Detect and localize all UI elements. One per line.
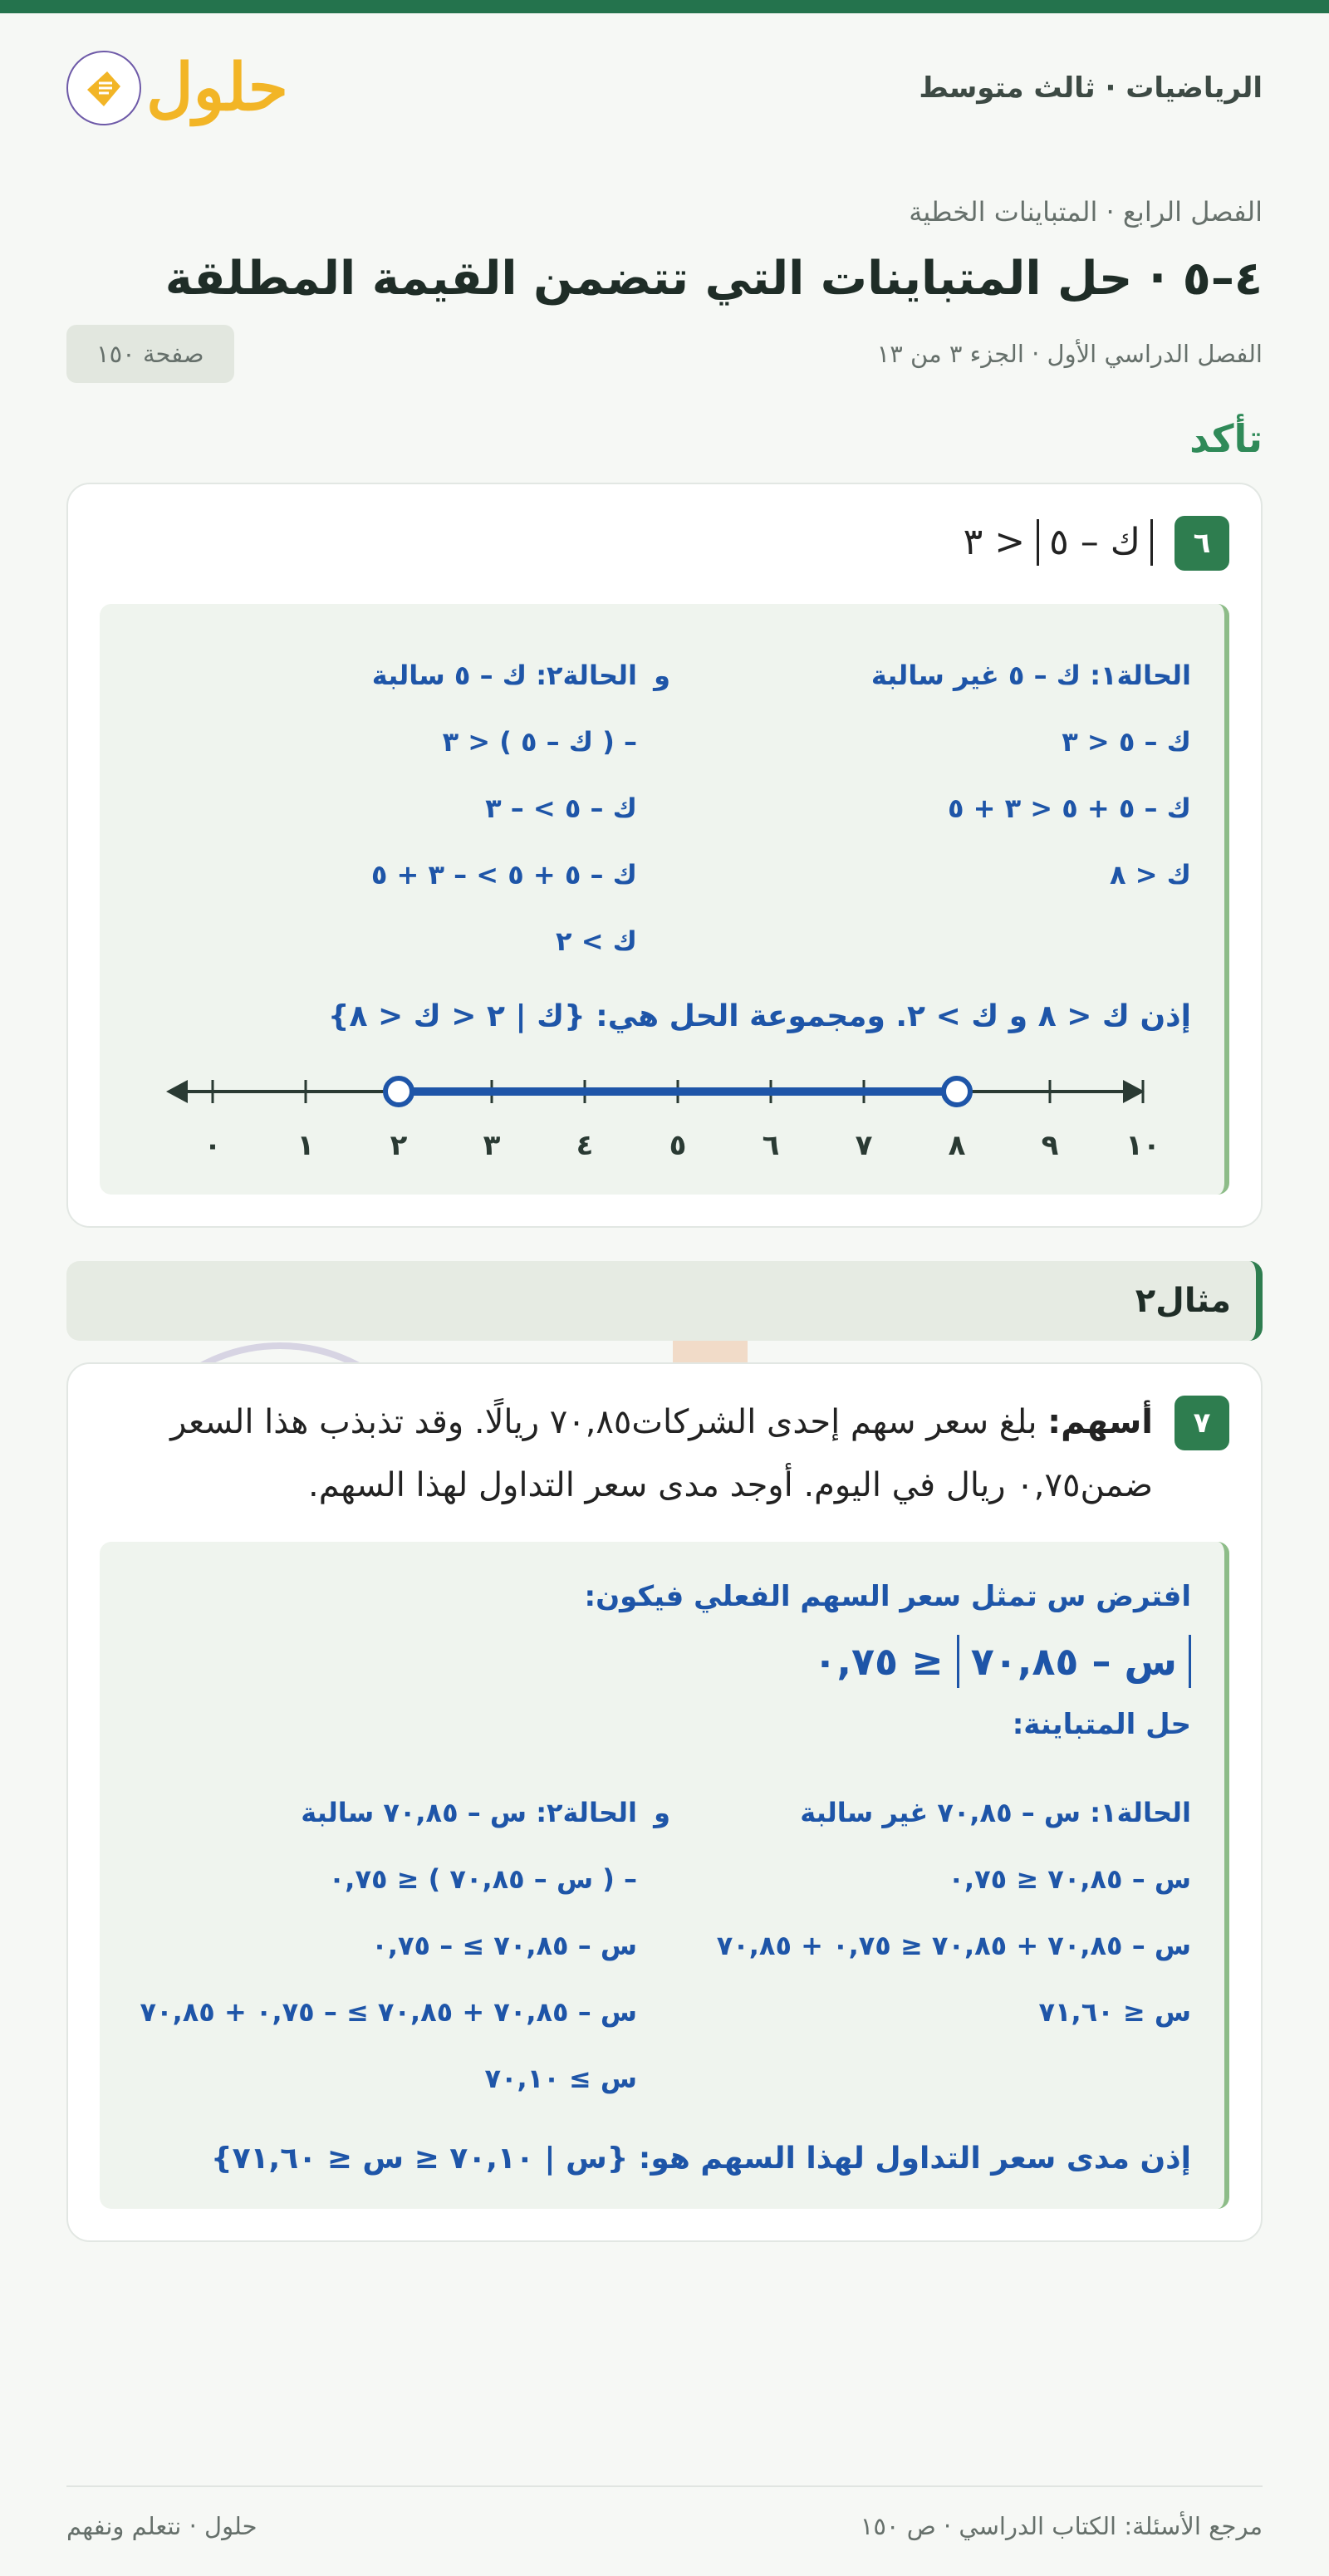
footer — [66, 2485, 1263, 2540]
footer-brand: حلول · نتعلم ونفهم — [66, 2512, 257, 2540]
case1-step: ك – ٥ + ٥ < ٣ + ٥ — [947, 792, 1191, 825]
open-endpoint — [944, 1078, 970, 1105]
case2-step: ك – ٥ > – ٣ — [485, 792, 637, 825]
tick-label: ٢ — [390, 1129, 408, 1162]
tick-label: ٦ — [762, 1129, 780, 1162]
top-accent-bar — [0, 0, 1329, 13]
number-line — [120, 1062, 1191, 1161]
tick-label: ١٠ — [1125, 1129, 1160, 1162]
chapter-label: الفصل الرابع · المتباينات الخطية — [909, 196, 1263, 228]
assume-line: افترض س تمثل سعر السهم الفعلي فيكون: — [584, 1580, 1191, 1614]
solution-conclusion: إذن ك < ٨ و ك > ٢. ومجموعة الحل هي: {ك | ٢ < ك < ٨} — [327, 999, 1191, 1034]
expression-rest: < ٣ — [963, 521, 1026, 564]
logo-emblem-icon — [66, 51, 141, 125]
term-label: الفصل الدراسي الأول · الجزء ٣ من ١٣ — [876, 340, 1263, 369]
question-expression — [964, 511, 1153, 574]
tick-label: ٥ — [669, 1129, 687, 1162]
case1-step: ك < ٨ — [1110, 859, 1191, 891]
cases-grid — [133, 1779, 1191, 2112]
solution-conclusion: إذن مدى سعر التداول لهذا السهم هو: {س | ٧٠,١٠ ≤ س ≤ ٧١,٦٠} — [210, 2142, 1191, 2176]
solve-label: حل المتباينة: — [1012, 1708, 1191, 1742]
absolute-value-expression: ك – ٥ — [1037, 519, 1153, 566]
header — [66, 13, 1263, 163]
case1-step: س – ٧٠,٨٥ + ٧٠,٨٥ ≤ ٠,٧٥ + ٧٠,٨٥ — [716, 1930, 1191, 1962]
solution-box — [100, 1542, 1229, 2209]
case2-title: الحالة٢: س – ٧٠,٨٥ سالبة — [301, 1797, 637, 1829]
case1-step: س – ٧٠,٨٥ ≤ ٠,٧٥ — [948, 1863, 1191, 1896]
tick-label: ٨ — [948, 1129, 966, 1162]
tick-label: ٩ — [1041, 1129, 1059, 1162]
case1-step: س ≤ ٧١,٦٠ — [1038, 1996, 1191, 2029]
cases-grid — [133, 642, 1191, 974]
tick-label: ٠ — [204, 1129, 222, 1162]
question-card-6 — [66, 483, 1263, 1228]
question-number: ٦ — [1175, 516, 1229, 571]
question-number: ٧ — [1175, 1396, 1229, 1450]
question-text — [100, 1391, 1153, 1517]
case2-step: ك – ٥ + ٥ > – ٣ + ٥ — [370, 859, 637, 891]
case1-step: ك – ٥ < ٣ — [1062, 726, 1191, 758]
subject-label: الرياضيات · ثالث متوسط — [919, 71, 1263, 105]
question-card-7 — [66, 1362, 1263, 2242]
case2-step: س – ٧٠,٨٥ + ٧٠,٨٥ ≥ – ٠,٧٥ + ٧٠,٨٥ — [140, 1996, 637, 2029]
question-lead: أسهم: — [1047, 1403, 1153, 1442]
inequality-rest: ≤ ٠,٧٥ — [813, 1639, 944, 1685]
section-title: تأكد — [1189, 416, 1263, 462]
right-arrow-icon — [1123, 1080, 1145, 1103]
brand-logo[interactable] — [66, 51, 288, 125]
question-body: بلغ سعر سهم إحدى الشركات٧٠,٨٥ ريالًا. وقد تذبذب هذا السعر ضمن٠,٧٥ ريال في اليوم. أوجد مدى سعر التداول لهذا السهم. — [170, 1403, 1153, 1505]
case2-title: الحالة٢: ك – ٥ سالبة — [371, 660, 637, 692]
absolute-value-expression: س – ٧٠,٨٥ — [957, 1635, 1191, 1688]
question-header — [100, 516, 1229, 574]
inequality — [133, 1635, 1191, 1688]
tick-label: ٤ — [576, 1129, 594, 1162]
case1-title: الحالة١: س – ٧٠,٨٥ غير سالبة — [800, 1797, 1191, 1829]
tick-label: ٣ — [483, 1129, 501, 1162]
example-bar — [66, 1261, 1263, 1341]
page — [66, 13, 1263, 2242]
and-label: و — [654, 1797, 670, 1829]
and-label: و — [654, 660, 670, 692]
case2-step: س ≥ ٧٠,١٠ — [484, 2063, 637, 2095]
solution-box — [100, 604, 1229, 1195]
page-title: ٤–٥ · حل المتباينات التي تتضمن القيمة المطلقة — [164, 252, 1263, 306]
case2-step: – ( س – ٧٠,٨٥ ) ≤ ٠,٧٥ — [328, 1863, 637, 1896]
case2-step: س – ٧٠,٨٥ ≥ – ٠,٧٥ — [371, 1930, 637, 1962]
left-arrow-icon — [166, 1080, 188, 1103]
logo-text: حلول — [146, 50, 289, 125]
case2-step: ك > ٢ — [556, 925, 637, 958]
tick-label: ١ — [297, 1129, 315, 1162]
open-endpoint — [385, 1078, 412, 1105]
meta-row — [66, 325, 1263, 383]
page-badge: صفحة ١٥٠ — [66, 325, 234, 383]
example-label: مثال٢ — [1135, 1282, 1231, 1321]
case2-step: – ( ك – ٥ ) < ٣ — [442, 726, 637, 758]
tick-label: ٧ — [855, 1129, 873, 1162]
question-header — [100, 1396, 1229, 1517]
footer-reference: مرجع الأسئلة: الكتاب الدراسي · ص ١٥٠ — [860, 2512, 1263, 2540]
case1-title: الحالة١: ك – ٥ غير سالبة — [870, 660, 1191, 692]
